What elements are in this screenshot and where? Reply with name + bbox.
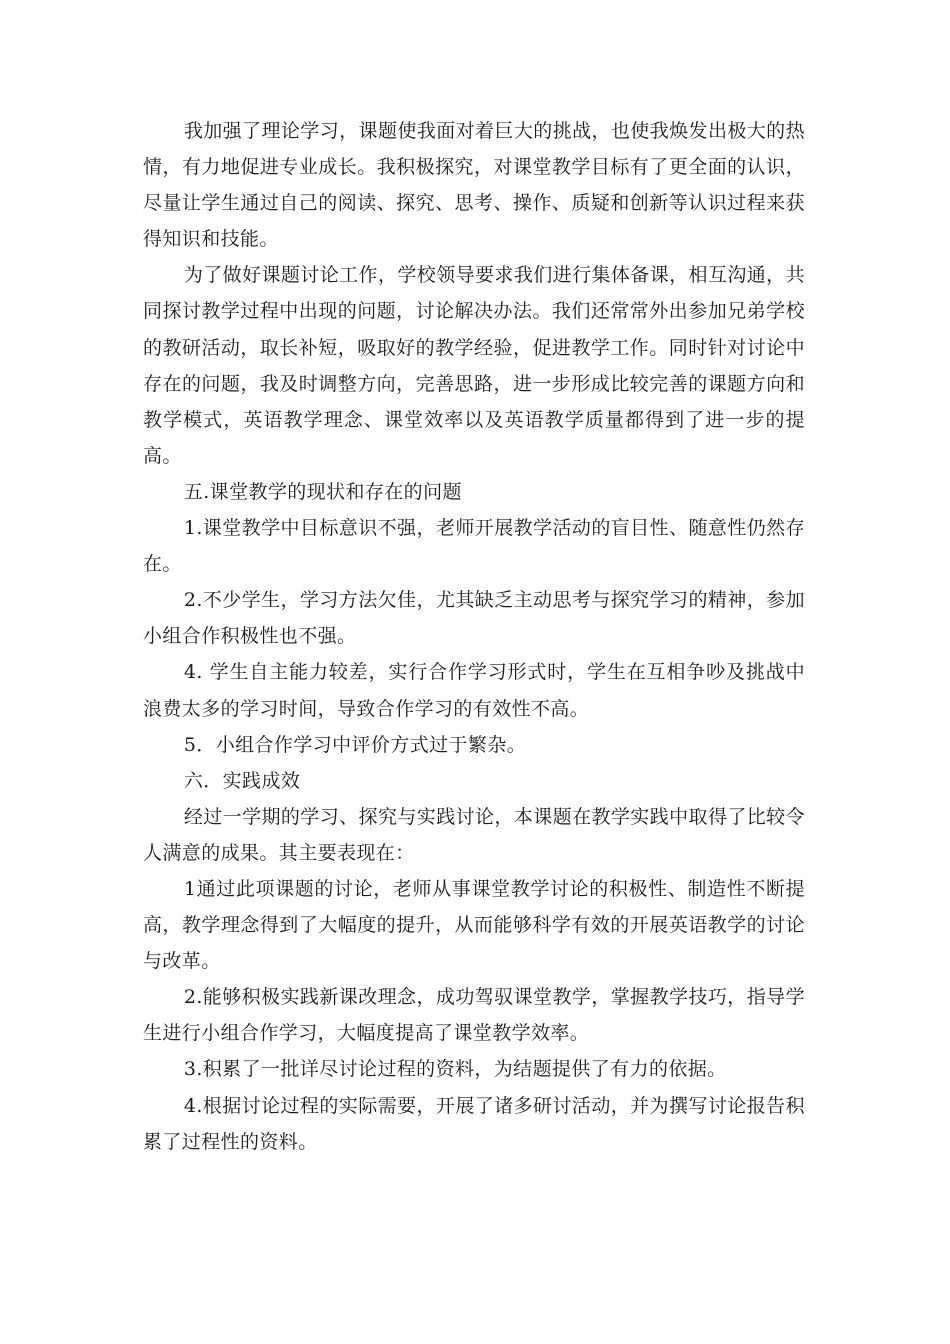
list-item-result-1: 1通过此项课题的讨论，老师从事课堂教学讨论的积极性、制造性不断提高，教学理念得到了大幅度的提升，从而能够科学有效的开展英语教学的讨论与改革。	[143, 877, 805, 973]
list-item-result-2: 2.能够积极实践新课改理念，成功驾驭课堂教学，掌握教学技巧，指导学生进行小组合作学习，大幅度提高了课堂教学效率。	[143, 986, 805, 1045]
list-item-problem-5: 5．小组合作学习中评价方式过于繁杂。	[183, 733, 527, 756]
document-body	[143, 113, 805, 1160]
list-item-result-4: 4.根据讨论过程的实际需要，开展了诸多研讨活动，并为撰写讨论报告积累了过程性的资料。	[143, 1094, 805, 1153]
list-item-problem-1: 1.课堂教学中目标意识不强，老师开展教学活动的盲目性、随意性仍然存在。	[143, 517, 805, 576]
paragraph-results-intro: 经过一学期的学习、探究与实践讨论，本课题在教学实践中取得了比较令人满意的成果。其主要表现在：	[143, 805, 805, 864]
section-heading-current-problems: 五.课堂教学的现状和存在的问题	[183, 480, 462, 503]
list-item-problem-2: 2.不少学生，学习方法欠佳，尤其缺乏主动思考与探究学习的精神，参加小组合作积极性也不强。	[143, 589, 805, 648]
list-item-problem-4: 4. 学生自主能力较差，实行合作学习形式时，学生在互相争吵及挑战中浪费太多的学习时间，导致合作学习的有效性不高。	[143, 661, 805, 720]
paragraph-theory-study: 我加强了理论学习，课题使我面对着巨大的挑战，也使我焕发出极大的热情，有力地促进专业成长。我积极探究，对课堂教学目标有了更全面的认识，尽量让学生通过自己的阅读、探究、思考、操作、质疑和创新等认识过程来获得知识和技能。	[143, 120, 805, 251]
list-item-result-3: 3.积累了一批详尽讨论过程的资料，为结题提供了有力的依据。	[183, 1058, 727, 1081]
section-heading-practice-results: 六．实践成效	[183, 769, 301, 792]
paragraph-collective-preparation: 为了做好课题讨论工作，学校领导要求我们进行集体备课，相互沟通，共同探讨教学过程中出现的问题，讨论解决办法。我们还常常外出参加兄弟学校的教研活动，取长补短，吸取好的教学经验，促进教学工作。同时针对讨论中存在的问题，我及时调整方向，完善思路，进一步形成比较完善的课题方向和教学模式，英语教学理念、课堂效率以及英语教学质量都得到了进一步的提高。	[143, 264, 805, 467]
